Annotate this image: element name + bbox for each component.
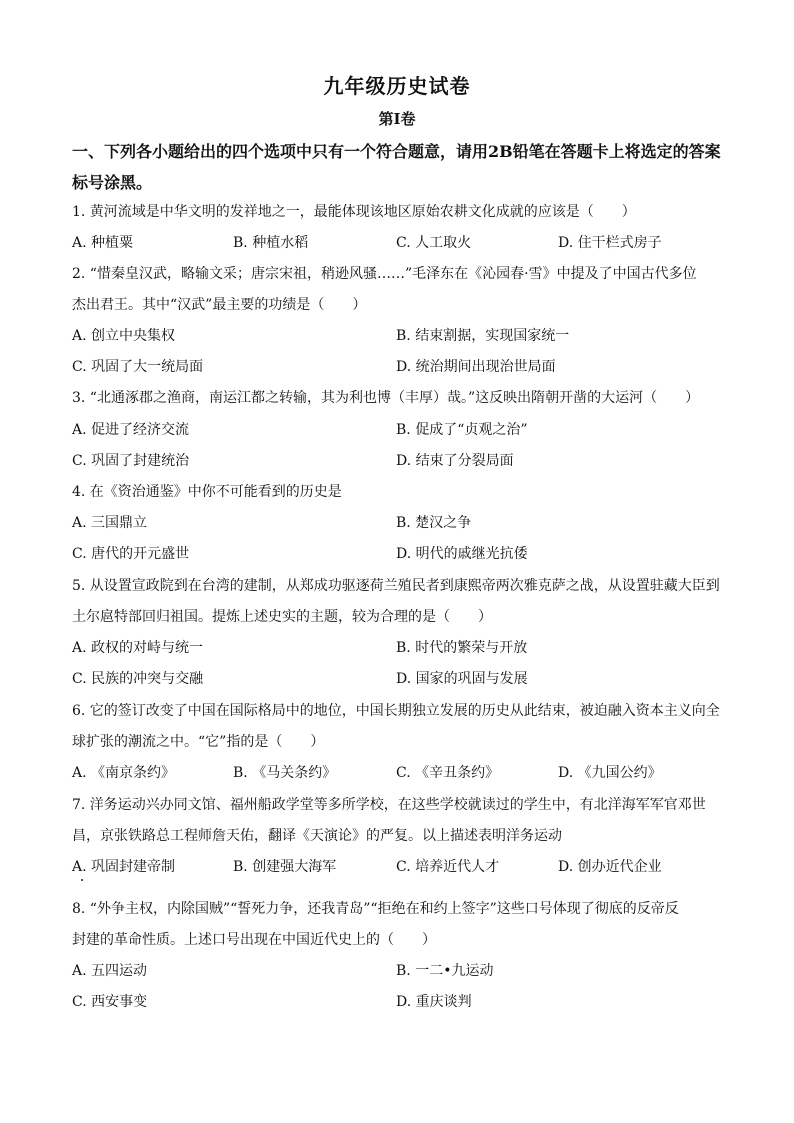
question-5-stem: 土尔扈特部回归祖国。提炼上述史实的主题，较为合理的是（ ） [72,609,492,625]
question-2-option-d: D. 统治期间出现治世局面 [396,359,556,375]
question-7-stem: 7. 洋务运动兴办同文馆、福州船政学堂等多所学校，在这些学校就读过的学生中，有北洋海军军官邓世 [72,797,706,813]
question-8-option-b: B. 一二•九运动 [396,963,494,979]
question-1-option-d: D. 住干栏式房子 [558,235,662,251]
question-1-option-c: C. 人工取火 [396,235,472,251]
question-5-option-d: D. 国家的巩固与发展 [396,671,528,687]
question-8-option-a: A. 五四运动 [72,963,148,979]
question-6-option-a: A. 《南京条约》 [72,765,176,781]
question-5-stem: 5. 从设置宣政院到在台湾的建制，从郑成功驱逐荷兰殖民者到康熙帝两次雅克萨之战，从设置驻藏大臣到 [72,578,720,594]
volume-label: 第Ⅰ卷 [378,110,416,128]
question-8-option-c: C. 西安事变 [72,994,148,1010]
section-heading: 一、下列各小题给出的四个选项中只有一个符合题意，请用2B铅笔在答题卡上将选定的答案标号涂黑。 [72,142,721,192]
question-7-option-d: D. 创办近代企业 [558,859,662,875]
question-3-option-d: D. 结束了分裂局面 [396,453,514,469]
question-1-option-a: A. 种植粟 [72,235,134,251]
question-4-option-b: B. 楚汉之争 [396,515,472,531]
question-3-option-c: C. 巩固了封建统治 [72,453,190,469]
question-3-option-a: A. 促进了经济交流 [72,422,190,438]
question-4-option-c: C. 唐代的开元盛世 [72,546,190,562]
question-2-option-c: C. 巩固了大一统局面 [72,359,204,375]
question-2-option-a: A. 创立中央集权 [72,328,176,344]
question-3-option-b: B. 促成了“贞观之治” [396,422,528,438]
question-6-stem: 球扩张的潮流之中。“它”指的是（ ） [72,734,325,750]
question-7-option-c: C. 培养近代人才 [396,859,500,875]
question-1-stem: 1. 黄河流域是中华文明的发祥地之一，最能体现该地区原始农耕文化成就的应该是（ ） [72,204,636,220]
question-5-option-a: A. 政权的对峙与统一 [72,640,204,656]
page-title: 九年级历史试卷 [323,74,471,98]
question-8-stem: 封建的革命性质。上述口号出现在中国近代史上的（ ） [72,932,436,948]
question-6-option-b: B. 《马关条约》 [233,765,337,781]
question-7-option-a: A. 巩固封建帝制 [72,859,176,875]
question-5-option-c: C. 民族的冲突与交融 [72,671,204,687]
question-5-option-b: B. 时代的繁荣与开放 [396,640,528,656]
question-2-stem: 2. “惜秦皇汉武，略输文采；唐宗宋祖，稍逊风骚……”毛泽东在《沁园春·雪》中提及了中国古代多位 [72,266,697,282]
question-2-stem: 杰出君王。其中“汉武”最主要的功绩是（ ） [72,297,367,313]
question-3-stem: 3. “北通涿郡之渔商，南运江都之转输，其为利也博（丰厚）哉。”这反映出隋朝开凿的大运河（ ） [72,390,700,406]
question-4-stem: 4. 在《资治通鉴》中你不可能看到的历史是 [72,484,342,500]
question-1-option-b: B. 种植水稻 [233,235,309,251]
question-4-option-d: D. 明代的戚继光抗倭 [396,546,528,562]
question-7-option-b: B. 创建强大海军 [233,859,337,875]
question-6-stem: 6. 它的签订改变了中国在国际格局中的地位，中国长期独立发展的历史从此结束，被迫融入资本主义向全 [72,703,720,719]
stray-mark [81,879,83,881]
question-8-option-d: D. 重庆谈判 [396,994,472,1010]
question-6-option-c: C. 《辛丑条约》 [396,765,500,781]
question-6-option-d: D. 《九国公约》 [558,765,662,781]
question-8-stem: 8. “外争主权，内除国贼”“誓死力争，还我青岛”“拒绝在和约上签字”这些口号体现了彻底的反帝反 [72,901,679,917]
question-2-option-b: B. 结束割据，实现国家统一 [396,328,570,344]
question-4-option-a: A. 三国鼎立 [72,515,148,531]
question-7-stem: 昌，京张铁路总工程师詹天佑，翻译《天演论》的严复。以上描述表明洋务运动 [72,828,562,844]
